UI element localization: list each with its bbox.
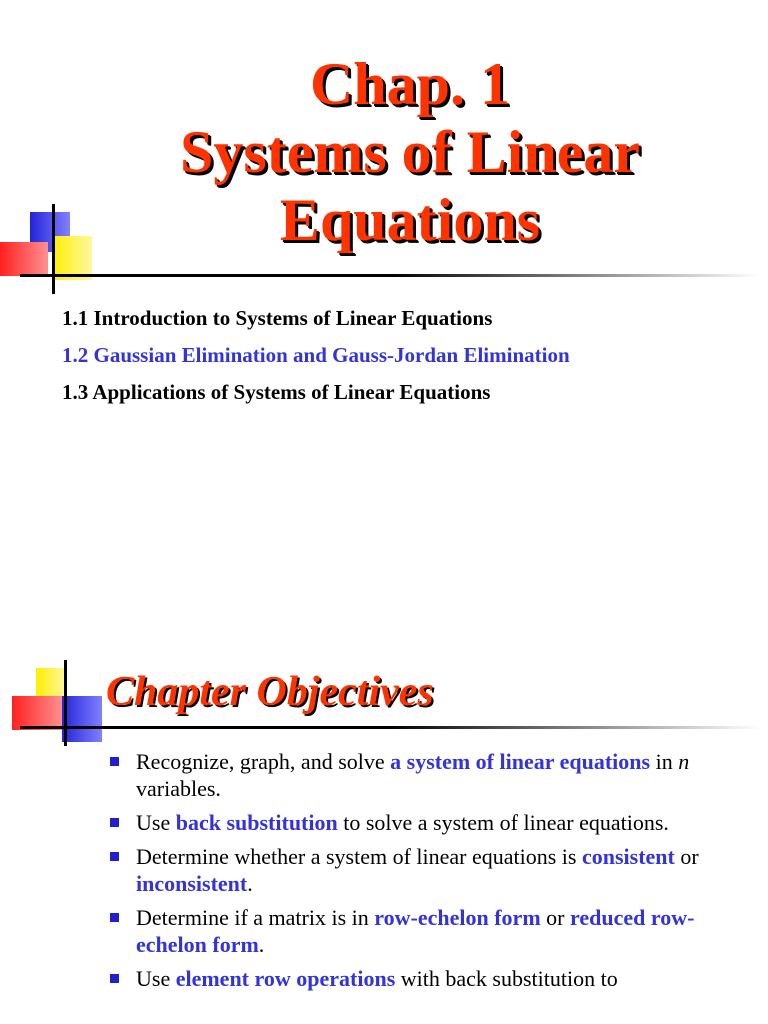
square-bullet-icon (110, 913, 119, 922)
objective-item: Determine whether a system of linear equations is consistent or inconsistent. (108, 843, 758, 897)
section-1-3: 1.3 Applications of Systems of Linear Equations (62, 380, 491, 404)
objective-item: Recognize, graph, and solve a system of linear equations in n variables. (108, 748, 758, 802)
title-line-1: Chap. 1 (309, 51, 511, 117)
section-1-2: 1.2 Gaussian Elimination and Gauss-Jordan Elimination (62, 343, 570, 367)
square-bullet-icon (110, 974, 119, 983)
square-bullet-icon (110, 757, 119, 766)
objective-item: Use back substitution to solve a system of linear equations. (108, 809, 758, 836)
objective-item: Use element row operations with back substitution to (108, 965, 758, 992)
title-line-2: Systems of Linear (180, 119, 640, 185)
square-bullet-icon (110, 852, 119, 861)
section-1-1: 1.1 Introduction to Systems of Linear Equations (62, 306, 493, 330)
square-bullet-icon (110, 818, 119, 827)
objectives-slide (0, 640, 768, 1024)
section-list (62, 300, 570, 411)
objective-item: Determine if a matrix is in row-echelon form or reduced row-echelon form. (108, 904, 758, 958)
title-line-3: Equations (279, 187, 541, 253)
objectives-title: Chapter Objectives (106, 669, 434, 715)
objectives-list (108, 748, 758, 999)
chapter-title (60, 50, 760, 254)
